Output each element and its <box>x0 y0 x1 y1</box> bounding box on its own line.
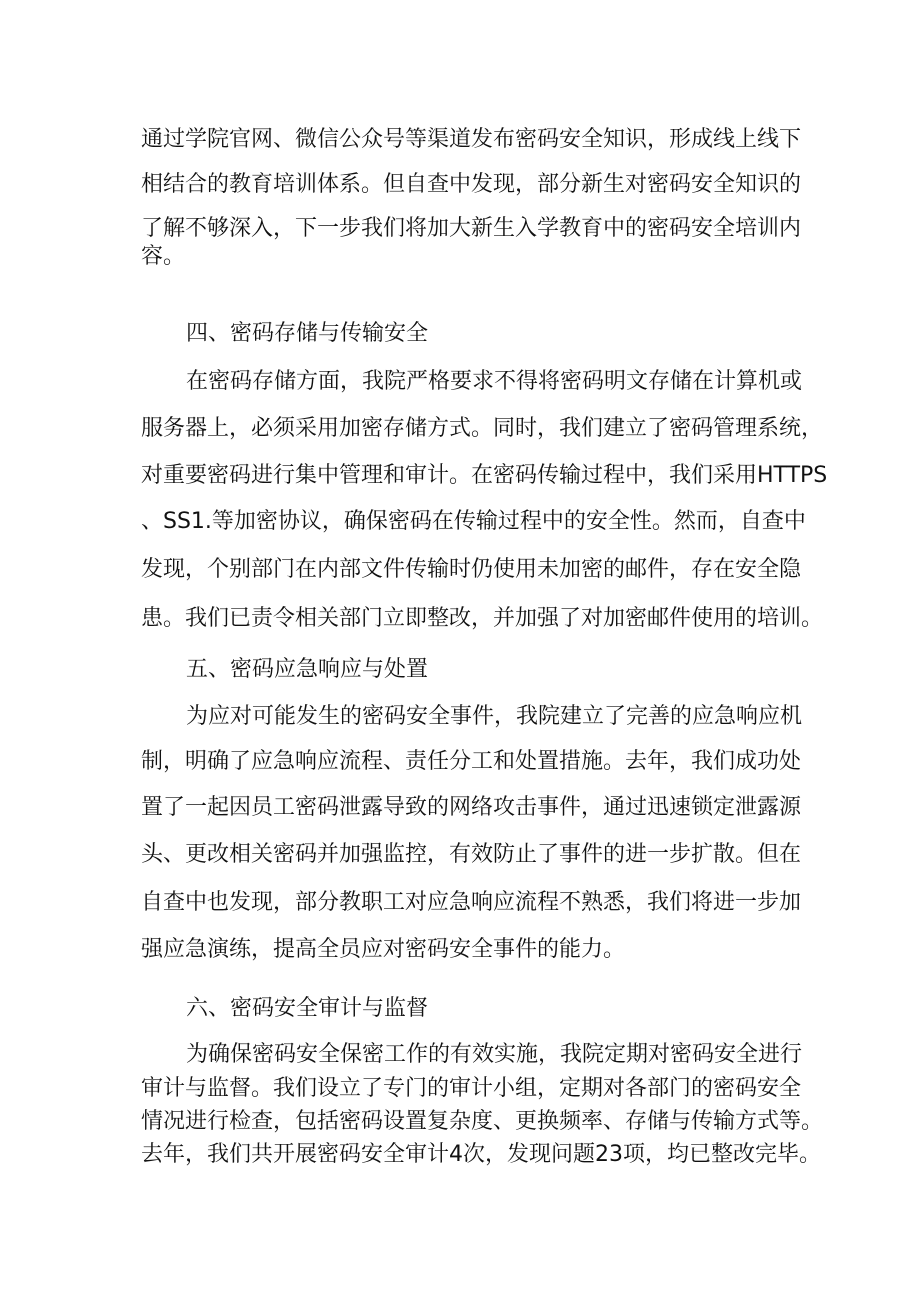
paragraph-line: 自查中也发现，部分教职工对应急响应流程不熟悉，我们将进一步加 <box>141 890 802 915</box>
paragraph-line: 强应急演练，提高全员应对密码安全事件的能力。 <box>141 937 626 962</box>
paragraph-line: 、SS1.等加密协议，确保密码在传输过程中的安全性。然而，自查中 <box>141 509 806 534</box>
paragraph-line: 为应对可能发生的密码安全事件，我院建立了完善的应急响应机 <box>186 704 803 729</box>
paragraph-line: 去年，我们共开展密码安全审计4次，发现问题23项，均已整改完毕。 <box>141 1142 821 1167</box>
paragraph-line: 了解不够深入，下一步我们将加大新生入学教育中的密码安全培训内 <box>141 216 802 241</box>
paragraph-line: 制，明确了应急响应流程、责任分工和处置措施。去年，我们成功处 <box>141 749 802 774</box>
paragraph-line: 相结合的教育培训体系。但自查中发现，部分新生对密码安全知识的 <box>141 172 802 197</box>
section-heading: 四、密码存储与传输安全 <box>186 321 429 346</box>
paragraph-line: 在密码存储方面，我院严格要求不得将密码明文存储在计算机或 <box>186 369 803 394</box>
paragraph-line: 容。 <box>141 244 186 269</box>
section-heading: 六、密码安全审计与监督 <box>186 996 429 1021</box>
paragraph-line: 头、更改相关密码并加强监控，有效防止了事件的进一步扩散。但在 <box>141 842 802 867</box>
paragraph-line: 置了一起因员工密码泄露导致的网络攻击事件，通过迅速锁定泄露源 <box>141 795 802 820</box>
paragraph-line: 情况进行检查，包括密码设置复杂度、更换频率、存储与传输方式等。 <box>141 1109 824 1134</box>
paragraph-line: 通过学院官网、微信公众号等渠道发布密码安全知识，形成线上线下 <box>141 127 802 152</box>
paragraph-line: 患。我们已责令相关部门立即整改，并加强了对加密邮件使用的培训。 <box>141 606 824 631</box>
section-heading: 五、密码应急响应与处置 <box>186 657 429 682</box>
paragraph-line: 对重要密码进行集中管理和审计。在密码传输过程中，我们采用HTTPS <box>141 463 828 488</box>
paragraph-line: 发现，个别部门在内部文件传输时仍使用未加密的邮件，存在安全隐 <box>141 557 802 582</box>
paragraph-line: 服务器上，必须采用加密存储方式。同时，我们建立了密码管理系统， <box>141 416 824 441</box>
paragraph-line: 为确保密码安全保密工作的有效实施，我院定期对密码安全进行 <box>186 1042 803 1067</box>
paragraph-line: 审计与监督。我们设立了专门的审计小组，定期对各部门的密码安全 <box>141 1076 802 1101</box>
